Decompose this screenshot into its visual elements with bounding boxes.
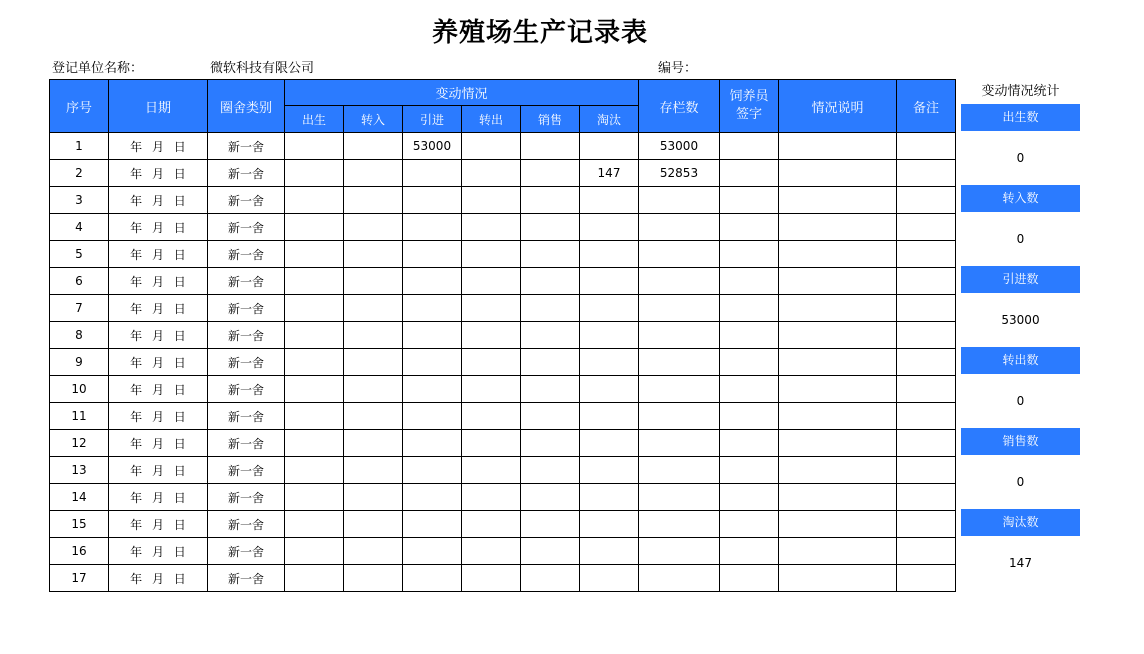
stat-value: 0: [1016, 151, 1025, 165]
stats-list: [961, 104, 1080, 590]
unit-label: 登记单位名称：: [52, 61, 144, 76]
cell-keeper[interactable]: [720, 511, 779, 538]
cell-seq[interactable]: 9: [50, 349, 109, 376]
cell-seq[interactable]: 5: [50, 241, 109, 268]
cell-date[interactable]: 年 月 日: [109, 133, 208, 160]
cell-import[interactable]: [403, 160, 462, 187]
stat-value: 0: [1016, 394, 1025, 408]
cell-sale[interactable]: [521, 457, 580, 484]
cell-sale[interactable]: [521, 484, 580, 511]
table-row: [50, 538, 956, 565]
cell-keeper[interactable]: [720, 484, 779, 511]
cell-out[interactable]: [462, 538, 521, 565]
cell-seq[interactable]: 16: [50, 538, 109, 565]
table-row: [50, 133, 956, 160]
cell-import[interactable]: [403, 322, 462, 349]
cell-in[interactable]: [344, 403, 403, 430]
cell-cull[interactable]: [580, 430, 639, 457]
stat-value: 147: [1009, 556, 1032, 570]
cell-pen[interactable]: 新一舍: [208, 241, 285, 268]
cell-remark[interactable]: [897, 241, 956, 268]
cell-seq[interactable]: 15: [50, 511, 109, 538]
cell-seq[interactable]: 1: [50, 133, 109, 160]
cell-date[interactable]: 年 月 日: [109, 268, 208, 295]
cell-in[interactable]: [344, 538, 403, 565]
cell-cull[interactable]: [580, 322, 639, 349]
cell-out[interactable]: [462, 376, 521, 403]
cell-in[interactable]: [344, 187, 403, 214]
cell-out[interactable]: [462, 133, 521, 160]
stat-label: 销售数: [961, 428, 1080, 455]
cell-pen[interactable]: 新一舍: [208, 214, 285, 241]
cell-sale[interactable]: [521, 133, 580, 160]
cell-desc[interactable]: [779, 430, 897, 457]
cell-birth[interactable]: [285, 403, 344, 430]
stats-title: 变动情况统计: [981, 84, 1060, 99]
table-row: [50, 241, 956, 268]
cell-seq[interactable]: 14: [50, 484, 109, 511]
cell-pen[interactable]: 新一舍: [208, 295, 285, 322]
table-row: [50, 322, 956, 349]
cell-sale[interactable]: [521, 187, 580, 214]
cell-cull[interactable]: [580, 241, 639, 268]
table-row: [50, 457, 956, 484]
cell-seq[interactable]: 6: [50, 268, 109, 295]
cell-stock[interactable]: [639, 187, 720, 214]
cell-seq[interactable]: 4: [50, 214, 109, 241]
cell-date[interactable]: 年 月 日: [109, 214, 208, 241]
cell-import[interactable]: [403, 349, 462, 376]
cell-keeper[interactable]: [720, 295, 779, 322]
cell-stock[interactable]: [639, 538, 720, 565]
cell-stock[interactable]: [639, 430, 720, 457]
cell-date[interactable]: 年 月 日: [109, 403, 208, 430]
cell-in[interactable]: [344, 160, 403, 187]
cell-in[interactable]: [344, 484, 403, 511]
cell-stock[interactable]: [639, 457, 720, 484]
cell-birth[interactable]: [285, 430, 344, 457]
header-sale: 销售: [521, 106, 580, 133]
cell-keeper[interactable]: [720, 349, 779, 376]
cell-date[interactable]: 年 月 日: [109, 457, 208, 484]
cell-out[interactable]: [462, 349, 521, 376]
cell-remark[interactable]: [897, 160, 956, 187]
cell-date[interactable]: 年 月 日: [109, 349, 208, 376]
cell-in[interactable]: [344, 214, 403, 241]
cell-out[interactable]: [462, 187, 521, 214]
cell-out[interactable]: [462, 430, 521, 457]
cell-stock[interactable]: [639, 511, 720, 538]
header-keeper-line2: 签字: [735, 107, 762, 122]
cell-seq[interactable]: 13: [50, 457, 109, 484]
cell-sale[interactable]: [521, 214, 580, 241]
cell-keeper[interactable]: [720, 160, 779, 187]
cell-stock[interactable]: [639, 376, 720, 403]
cell-in[interactable]: [344, 295, 403, 322]
cell-import[interactable]: [403, 538, 462, 565]
cell-import[interactable]: [403, 241, 462, 268]
cell-birth[interactable]: [285, 457, 344, 484]
cell-cull[interactable]: [580, 133, 639, 160]
production-record-table: [49, 79, 956, 592]
cell-out[interactable]: [462, 322, 521, 349]
cell-seq[interactable]: 2: [50, 160, 109, 187]
stat-label: 转入数: [961, 185, 1080, 212]
cell-import[interactable]: [403, 484, 462, 511]
header-desc: 情况说明: [779, 80, 897, 133]
cell-keeper[interactable]: [720, 565, 779, 592]
cell-out[interactable]: [462, 565, 521, 592]
cell-import[interactable]: [403, 430, 462, 457]
cell-sale[interactable]: [521, 241, 580, 268]
table-row: [50, 484, 956, 511]
cell-pen[interactable]: 新一舍: [208, 430, 285, 457]
stat-label: 淘汰数: [961, 509, 1080, 536]
cell-sale[interactable]: [521, 160, 580, 187]
cell-sale[interactable]: [521, 511, 580, 538]
cell-remark[interactable]: [897, 214, 956, 241]
table-row: [50, 376, 956, 403]
cell-desc[interactable]: [779, 457, 897, 484]
stat-value: 53000: [1001, 313, 1040, 327]
cell-in[interactable]: [344, 457, 403, 484]
cell-in[interactable]: [344, 349, 403, 376]
cell-desc[interactable]: [779, 484, 897, 511]
cell-pen[interactable]: 新一舍: [208, 457, 285, 484]
cell-remark[interactable]: [897, 376, 956, 403]
cell-cull[interactable]: [580, 187, 639, 214]
table-row: [50, 160, 956, 187]
cell-date[interactable]: 年 月 日: [109, 187, 208, 214]
cell-cull[interactable]: [580, 511, 639, 538]
cell-stock[interactable]: [639, 268, 720, 295]
cell-keeper[interactable]: [720, 430, 779, 457]
cell-stock[interactable]: [639, 214, 720, 241]
cell-import[interactable]: [403, 511, 462, 538]
cell-desc[interactable]: [779, 214, 897, 241]
cell-in[interactable]: [344, 322, 403, 349]
cell-seq[interactable]: 12: [50, 430, 109, 457]
cell-remark[interactable]: [897, 133, 956, 160]
cell-birth[interactable]: [285, 187, 344, 214]
cell-birth[interactable]: [285, 322, 344, 349]
cell-keeper[interactable]: [720, 322, 779, 349]
table-row: [50, 349, 956, 376]
table-row: [50, 268, 956, 295]
cell-pen[interactable]: 新一舍: [208, 268, 285, 295]
cell-cull[interactable]: [580, 214, 639, 241]
cell-desc[interactable]: [779, 538, 897, 565]
table-row: [50, 295, 956, 322]
cell-birth[interactable]: [285, 565, 344, 592]
cell-stock[interactable]: [639, 349, 720, 376]
cell-stock[interactable]: [639, 241, 720, 268]
cell-desc[interactable]: [779, 187, 897, 214]
cell-remark[interactable]: [897, 349, 956, 376]
header-change: 变动情况: [285, 80, 639, 106]
stat-label: 引进数: [961, 266, 1080, 293]
cell-cull[interactable]: [580, 484, 639, 511]
cell-desc[interactable]: [779, 295, 897, 322]
cell-desc[interactable]: [779, 241, 897, 268]
header-date: 日期: [109, 80, 208, 133]
cell-in[interactable]: [344, 241, 403, 268]
cell-remark[interactable]: [897, 484, 956, 511]
table-row: [50, 214, 956, 241]
cell-pen[interactable]: 新一舍: [208, 160, 285, 187]
cell-date[interactable]: 年 月 日: [109, 241, 208, 268]
header-import: 引进: [403, 106, 462, 133]
cell-remark[interactable]: [897, 295, 956, 322]
code-label: 编号：: [658, 61, 698, 76]
cell-remark[interactable]: [897, 430, 956, 457]
cell-date[interactable]: 年 月 日: [109, 322, 208, 349]
cell-import[interactable]: [403, 376, 462, 403]
cell-desc[interactable]: [779, 376, 897, 403]
cell-desc[interactable]: [779, 511, 897, 538]
cell-remark[interactable]: [897, 565, 956, 592]
table-row: [50, 430, 956, 457]
cell-in[interactable]: [344, 268, 403, 295]
cell-date[interactable]: 年 月 日: [109, 484, 208, 511]
cell-sale[interactable]: [521, 295, 580, 322]
cell-out[interactable]: [462, 403, 521, 430]
cell-keeper[interactable]: [720, 214, 779, 241]
cell-sale[interactable]: [521, 430, 580, 457]
cell-birth[interactable]: [285, 268, 344, 295]
cell-desc[interactable]: [779, 565, 897, 592]
header-transfer-in: 转入: [344, 106, 403, 133]
cell-cull[interactable]: [580, 565, 639, 592]
cell-stock[interactable]: [639, 403, 720, 430]
cell-import[interactable]: [403, 565, 462, 592]
cell-desc[interactable]: [779, 268, 897, 295]
cell-out[interactable]: [462, 511, 521, 538]
cell-pen[interactable]: 新一舍: [208, 322, 285, 349]
cell-desc[interactable]: [779, 349, 897, 376]
cell-in[interactable]: [344, 511, 403, 538]
cell-remark[interactable]: [897, 511, 956, 538]
cell-import[interactable]: [403, 295, 462, 322]
cell-keeper[interactable]: [720, 376, 779, 403]
cell-out[interactable]: [462, 268, 521, 295]
cell-seq[interactable]: 11: [50, 403, 109, 430]
cell-birth[interactable]: [285, 538, 344, 565]
cell-sale[interactable]: [521, 376, 580, 403]
cell-sale[interactable]: [521, 268, 580, 295]
cell-sale[interactable]: [521, 349, 580, 376]
cell-out[interactable]: [462, 214, 521, 241]
cell-remark[interactable]: [897, 403, 956, 430]
stat-value: 0: [1016, 232, 1025, 246]
cell-seq[interactable]: 10: [50, 376, 109, 403]
cell-keeper[interactable]: [720, 457, 779, 484]
cell-cull[interactable]: [580, 268, 639, 295]
cell-date[interactable]: 年 月 日: [109, 565, 208, 592]
cell-in[interactable]: [344, 133, 403, 160]
cell-seq[interactable]: 17: [50, 565, 109, 592]
cell-cull[interactable]: [580, 403, 639, 430]
header-birth: 出生: [285, 106, 344, 133]
cell-import[interactable]: [403, 214, 462, 241]
table-row: [50, 403, 956, 430]
cell-sale[interactable]: [521, 565, 580, 592]
cell-pen[interactable]: 新一舍: [208, 565, 285, 592]
cell-out[interactable]: [462, 457, 521, 484]
change-stats-panel: [961, 80, 1080, 590]
cell-keeper[interactable]: [720, 241, 779, 268]
cell-import[interactable]: [403, 457, 462, 484]
stat-label: 出生数: [961, 104, 1080, 131]
table-row: [50, 565, 956, 592]
cell-seq[interactable]: 8: [50, 322, 109, 349]
cell-stock[interactable]: 52853: [639, 160, 720, 187]
cell-stock[interactable]: [639, 484, 720, 511]
cell-date[interactable]: 年 月 日: [109, 376, 208, 403]
cell-keeper[interactable]: [720, 187, 779, 214]
stat-label: 转出数: [961, 347, 1080, 374]
header-transfer-out: 转出: [462, 106, 521, 133]
cell-import[interactable]: 53000: [403, 133, 462, 160]
cell-date[interactable]: 年 月 日: [109, 295, 208, 322]
cell-seq[interactable]: 3: [50, 187, 109, 214]
cell-keeper[interactable]: [720, 538, 779, 565]
cell-pen[interactable]: 新一舍: [208, 511, 285, 538]
cell-remark[interactable]: [897, 538, 956, 565]
header-pen: 圈舍类别: [208, 80, 285, 133]
header-seq: 序号: [50, 80, 109, 133]
table-row: [50, 511, 956, 538]
header-remark: 备注: [897, 80, 956, 133]
cell-cull[interactable]: [580, 349, 639, 376]
cell-birth[interactable]: [285, 484, 344, 511]
cell-import[interactable]: [403, 187, 462, 214]
cell-sale[interactable]: [521, 322, 580, 349]
cell-keeper[interactable]: [720, 133, 779, 160]
table-body: [50, 133, 956, 592]
cell-cull[interactable]: [580, 457, 639, 484]
cell-stock[interactable]: [639, 322, 720, 349]
cell-date[interactable]: 年 月 日: [109, 160, 208, 187]
cell-sale[interactable]: [521, 403, 580, 430]
cell-pen[interactable]: 新一舍: [208, 403, 285, 430]
cell-remark[interactable]: [897, 187, 956, 214]
cell-stock[interactable]: [639, 565, 720, 592]
header-cull: 淘汰: [580, 106, 639, 133]
cell-birth[interactable]: [285, 241, 344, 268]
cell-pen[interactable]: 新一舍: [208, 484, 285, 511]
header-keeper-line1: 饲养员: [729, 89, 769, 104]
cell-stock[interactable]: [639, 295, 720, 322]
cell-cull[interactable]: [580, 538, 639, 565]
cell-pen[interactable]: 新一舍: [208, 187, 285, 214]
cell-keeper[interactable]: [720, 268, 779, 295]
cell-date[interactable]: 年 月 日: [109, 511, 208, 538]
cell-pen[interactable]: 新一舍: [208, 376, 285, 403]
cell-birth[interactable]: [285, 160, 344, 187]
cell-sale[interactable]: [521, 538, 580, 565]
cell-birth[interactable]: [285, 133, 344, 160]
cell-birth[interactable]: [285, 511, 344, 538]
cell-birth[interactable]: [285, 376, 344, 403]
cell-pen[interactable]: 新一舍: [208, 133, 285, 160]
cell-remark[interactable]: [897, 268, 956, 295]
cell-birth[interactable]: [285, 295, 344, 322]
cell-date[interactable]: 年 月 日: [109, 430, 208, 457]
cell-birth[interactable]: [285, 349, 344, 376]
unit-name-value: 微软科技有限公司: [210, 61, 315, 76]
cell-stock[interactable]: 53000: [639, 133, 720, 160]
cell-pen[interactable]: 新一舍: [208, 349, 285, 376]
cell-remark[interactable]: [897, 457, 956, 484]
cell-import[interactable]: [403, 268, 462, 295]
cell-cull[interactable]: [580, 295, 639, 322]
page-title: 养殖场生产记录表: [431, 18, 648, 48]
stat-value: 0: [1016, 475, 1025, 489]
cell-remark[interactable]: [897, 322, 956, 349]
cell-in[interactable]: [344, 430, 403, 457]
cell-seq[interactable]: 7: [50, 295, 109, 322]
cell-in[interactable]: [344, 565, 403, 592]
table-row: [50, 187, 956, 214]
cell-desc[interactable]: [779, 160, 897, 187]
cell-cull[interactable]: [580, 376, 639, 403]
cell-date[interactable]: 年 月 日: [109, 538, 208, 565]
cell-out[interactable]: [462, 241, 521, 268]
cell-cull[interactable]: 147: [580, 160, 639, 187]
cell-desc[interactable]: [779, 322, 897, 349]
cell-desc[interactable]: [779, 133, 897, 160]
header-stock: 存栏数: [639, 80, 720, 133]
cell-pen[interactable]: 新一舍: [208, 538, 285, 565]
cell-out[interactable]: [462, 160, 521, 187]
header-keeper: [720, 80, 779, 133]
cell-keeper[interactable]: [720, 403, 779, 430]
cell-out[interactable]: [462, 484, 521, 511]
cell-import[interactable]: [403, 403, 462, 430]
cell-birth[interactable]: [285, 214, 344, 241]
cell-desc[interactable]: [779, 403, 897, 430]
cell-out[interactable]: [462, 295, 521, 322]
cell-in[interactable]: [344, 376, 403, 403]
